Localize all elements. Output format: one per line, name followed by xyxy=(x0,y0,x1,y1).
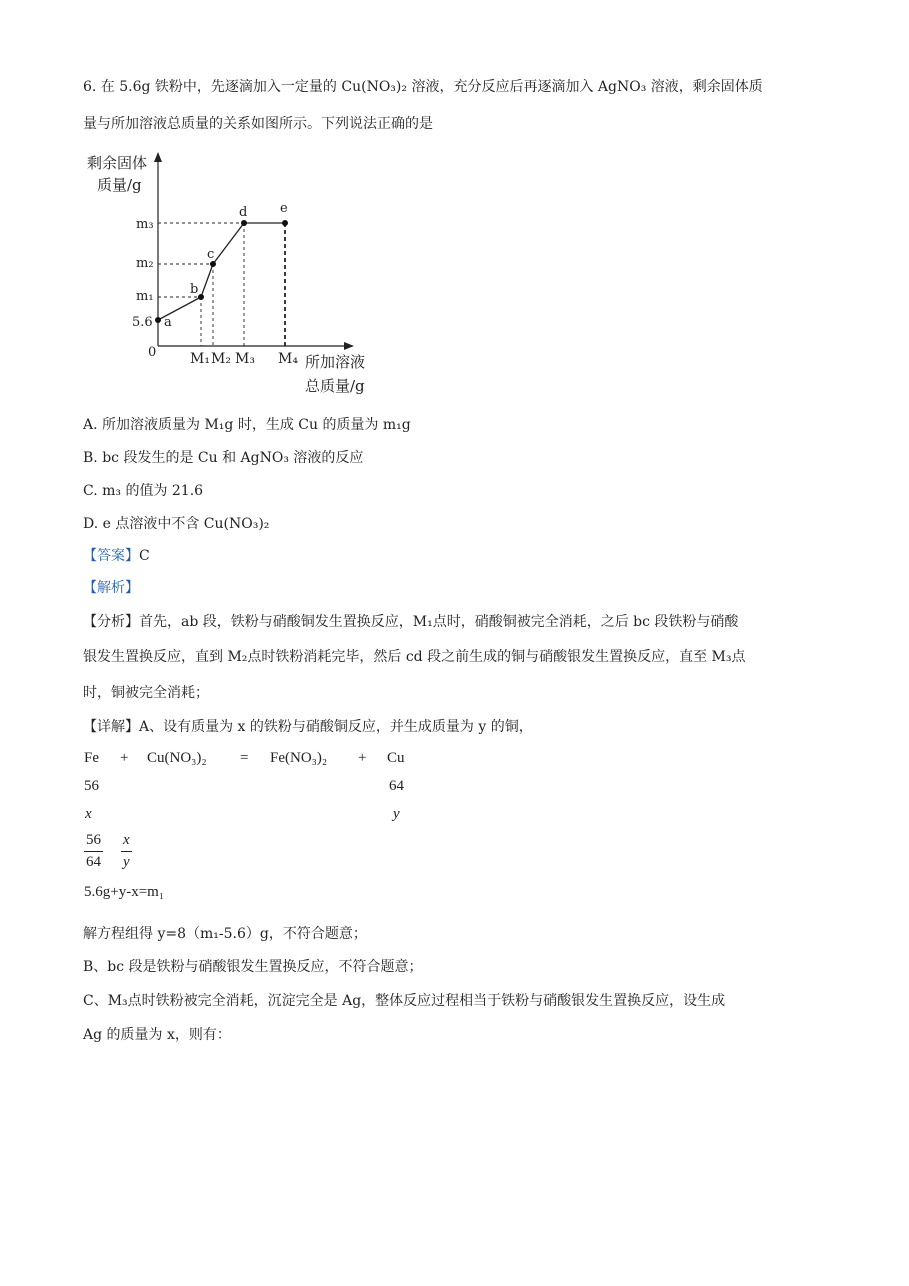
analysis-line-2: 银发生置换反应，直到 M₂点时铁粉消耗完毕，然后 cd 段之前生成的铜与硝酸银发生置换反应，直至 M₃点 xyxy=(83,649,746,665)
x-tick-M2: M₂ xyxy=(211,351,231,367)
y-axis-label-1: 剩余固体 xyxy=(87,154,148,172)
analysis-line-1 xyxy=(83,614,738,630)
option-c-explanation-1: C、M₃点时铁粉被完全消耗，沉淀完全是 Ag，整体反应过程相当于铁粉与硝酸银发生置换反应，设生成 xyxy=(83,993,726,1009)
answer-value: C xyxy=(139,548,150,564)
y-axis-arrow xyxy=(154,152,162,162)
analysis-tag: 【分析】 xyxy=(83,614,139,630)
option-a: A. 所加溶液质量为 M₁g 时，生成 Cu 的质量为 m₁g xyxy=(83,417,411,433)
eq-cuno3: Cu(NO₃)₂ xyxy=(147,750,207,766)
point-label-e: e xyxy=(280,201,288,216)
fraction-1-numerator: 56 xyxy=(84,832,103,852)
analysis-section-tag: 【解析】 xyxy=(83,580,139,596)
eq-equals: = xyxy=(240,750,249,766)
detail-line-intro xyxy=(83,719,533,735)
eq-plus-1: + xyxy=(120,750,129,766)
eq-fe: Fe xyxy=(84,750,99,766)
question-line-1: 6. 在 5.6g 铁粉中，先逐滴加入一定量的 Cu(NO₃)₂ 溶液，充分反应后再逐滴加入 AgNO₃ 溶液，剩余固体质 xyxy=(83,79,763,95)
option-b: B. bc 段发生的是 Cu 和 AgNO₃ 溶液的反应 xyxy=(83,450,364,466)
solve-line: 解方程组得 y=8（m₁-5.6）g，不符合题意； xyxy=(83,926,367,942)
point-label-d: d xyxy=(239,205,248,220)
answer-tag: 【答案】 xyxy=(83,548,139,564)
detail-tag: 【详解】 xyxy=(83,719,139,735)
eq-plus-2: + xyxy=(358,750,367,766)
x-tick-M3: M₃ xyxy=(235,351,255,367)
y-axis-label-2: 质量/g xyxy=(97,176,142,194)
fraction-2-denominator: y xyxy=(123,854,130,870)
analysis-text-1: 首先，ab 段，铁粉与硝酸铜发生置换反应，M₁点时，硝酸铜被完全消耗，之后 bc 段铁粉与硝酸 xyxy=(139,614,739,630)
y-tick-m3: m₃ xyxy=(136,217,154,232)
point-d xyxy=(241,220,247,226)
x-axis-label-2: 总质量/g xyxy=(305,377,365,395)
x-tick-M4: M₄ xyxy=(278,351,298,367)
option-d: D. e 点溶液中不含 Cu(NO₃)₂ xyxy=(83,516,270,532)
mass-relation: 5.6g+y-x=m₁ xyxy=(84,884,165,900)
point-a xyxy=(155,317,161,323)
point-b xyxy=(198,294,204,300)
fraction-2-numerator: x xyxy=(121,832,132,852)
question-line-2: 量与所加溶液总质量的关系如图所示。下列说法正确的是 xyxy=(83,116,433,132)
eq-feno3: Fe(NO₃)₂ xyxy=(270,750,328,766)
analysis-line-3: 时，铜被完全消耗； xyxy=(83,685,209,701)
point-label-c: c xyxy=(207,247,215,262)
answer-line xyxy=(83,548,150,564)
eq-cu: Cu xyxy=(387,750,405,766)
point-label-a: a xyxy=(164,315,172,330)
point-label-b: b xyxy=(190,282,199,297)
option-c: C. m₃ 的值为 21.6 xyxy=(83,483,204,499)
y-tick-5.6: 5.6 xyxy=(132,315,153,330)
detail-intro: A、设有质量为 x 的铁粉与硝酸铜反应，并生成质量为 y 的铜， xyxy=(139,719,533,735)
eq-var-y: y xyxy=(393,806,400,822)
y-tick-m2: m₂ xyxy=(136,256,154,271)
eq-var-x: x xyxy=(85,806,92,822)
option-c-explanation-2: Ag 的质量为 x，则有： xyxy=(83,1027,231,1043)
origin-label: 0 xyxy=(148,345,157,360)
x-tick-M1: M₁ xyxy=(190,351,210,367)
data-line xyxy=(158,223,285,320)
fraction-1-denominator: 64 xyxy=(86,854,101,870)
point-e xyxy=(282,220,288,226)
option-b-explanation: B、bc 段是铁粉与硝酸银发生置换反应，不符合题意； xyxy=(83,959,423,975)
fraction-56-64 xyxy=(84,832,103,871)
x-axis-label-1: 所加溶液 xyxy=(305,353,366,371)
x-axis-arrow xyxy=(344,342,354,350)
y-tick-m1: m₁ xyxy=(136,289,154,304)
eq-mass-cu: 64 xyxy=(389,778,404,794)
mass-chart xyxy=(80,148,380,398)
eq-mass-fe: 56 xyxy=(84,778,99,794)
fraction-x-y xyxy=(121,832,132,871)
